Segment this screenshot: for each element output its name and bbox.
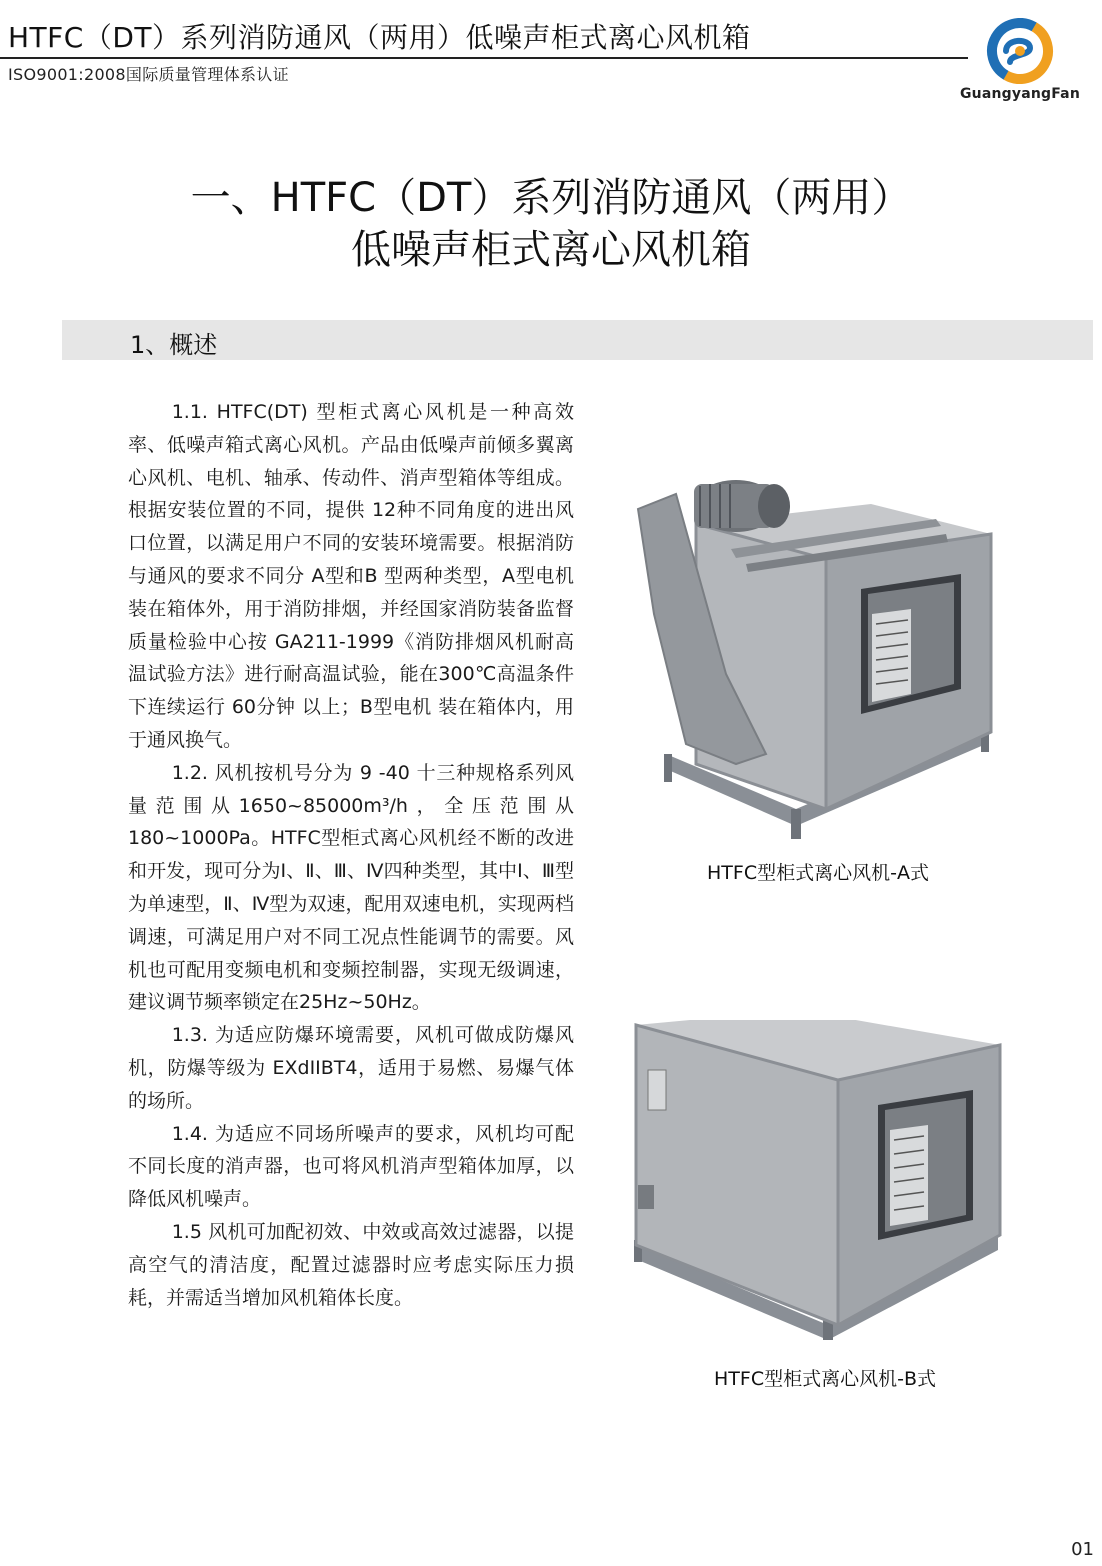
paragraph-1-1: 1.1. HTFC(DT) 型柜式离心风机是一种高效率、低噪声箱式离心风机。产品由低噪声前倾多翼离心风机、电机、轴承、传动件、消声型箱体等组成。根据安装位置的不同，提供 12种不同角度的进出风口位置，以满足用户不同的安装环境需要。根据消防与通风的要求不同分 A型和B 型两种类型，A型电机装在箱体外，用于消防排烟，并经国家消防装备监督质量检验中心按 GA211-1999《消防排烟风机耐高温试验方法》进行耐高温试验，能在300℃高温条件下连续运行 60分钟 以上；B型电机 装在箱体内，用于通风换气。 — [128, 401, 574, 751]
company-logo — [950, 18, 1090, 108]
header-title: HTFC（DT）系列消防通风（两用）低噪声柜式离心风机箱 — [8, 21, 751, 54]
main-title-line1: 一、HTFC（DT）系列消防通风（两用） — [190, 175, 912, 221]
figure-b-caption: HTFC型柜式离心风机-B式 — [714, 1368, 936, 1390]
figure-a-caption: HTFC型柜式离心风机-A式 — [707, 862, 929, 884]
paragraph-1-4: 1.4. 为适应不同场所噪声的要求，风机均可配不同长度的消声器，也可将风机消声型箱体加厚，以降低风机噪声。 — [128, 1122, 574, 1211]
logo-icon — [980, 18, 1060, 84]
paragraph-1-5: 1.5 风机可加配初效、中效或高效过滤器，以提高空气的清洁度，配置过滤器时应考虑实际压力损耗，并需适当增加风机箱体长度。 — [128, 1220, 574, 1309]
fan-type-b-image — [628, 1020, 1006, 1340]
section-title: 1、概述 — [130, 331, 218, 359]
header-subtitle: ISO9001:2008国际质量管理体系认证 — [8, 65, 289, 84]
overview-text — [128, 396, 574, 1314]
logo-text: GuangyangFan — [959, 86, 1080, 102]
section-header-bar — [62, 320, 1093, 360]
main-title — [0, 172, 1102, 276]
paragraph-1-3: 1.3. 为适应防爆环境需要，风机可做成防爆风机，防爆等级为 EXdIIBT4，适用于易燃、易爆气体的场所。 — [128, 1024, 574, 1112]
header-divider — [0, 57, 968, 59]
fan-type-a-image — [636, 464, 996, 844]
page-number: 01 — [1071, 1539, 1094, 1560]
paragraph-1-2: 1.2. 风机按机号分为 9 -40 十三种规格系列风量范围从1650~85000m³/h，全压范围从180~1000Pa。HTFC型柜式离心风机经不断的改进和开发，现可分为Ⅰ、Ⅱ、Ⅲ、Ⅳ四种类型，其中Ⅰ、Ⅲ型为单速型，Ⅱ、Ⅳ型为双速，配用双速电机，实现两档调速，可满足用户对不同工况点性能调节的需要。风机也可配用变频电机和变频控制器，实现无级调速，建议调节频率锁定在25Hz~50Hz。 — [128, 761, 574, 1014]
main-title-line2: 低噪声柜式离心风机箱 — [351, 227, 751, 273]
